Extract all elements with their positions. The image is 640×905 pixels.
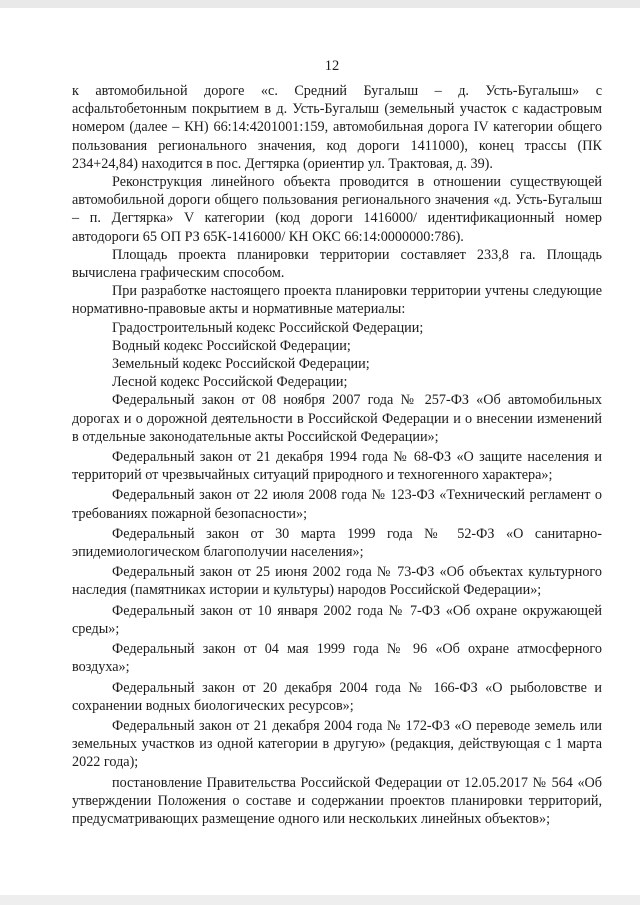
list-item-urban-code: Градостроительный кодекс Российской Федерации; [112, 319, 424, 336]
list-item-decree-564: постановление Правительства Российской Федерации от 12.05.2017 № 564 «Об утверждении Положения о составе и содержании проектов планировки территорий, предусматривающих размещение одного или нескольких линейных объектов»; [72, 774, 602, 827]
list-item-law-172: Федеральный закон от 21 декабря 2004 года № 172-ФЗ «О переводе земель или земельных участков из одной категории в другую» (редакция, действующая с 1 марта 2022 года); [72, 717, 602, 771]
scan-bottom-edge [0, 895, 640, 905]
list-item-law-166: Федеральный закон от 20 декабря 2004 года № 166-ФЗ «О рыболовстве и сохранении водных биологических ресурсов»; [72, 679, 602, 714]
page-number: 12 [324, 58, 340, 74]
paragraph-reconstruction: Реконструкция линейного объекта проводится в отношении существующей автомобильной дороги общего пользования регионального значения «д. Усть-Бугалыш – п. Дегтярка» V категории (код дороги 1416000/ идентификационный номер автодороги 65 ОП РЗ 65К-1416000/ КН ОКС 66:14:0000000:786). [72, 174, 602, 245]
list-item-law-7: Федеральный закон от 10 января 2002 года № 7-ФЗ «Об охране окружающей среды»; [72, 602, 602, 637]
paragraph-legal-intro: При разработке настоящего проекта планировки территории учтены следующие нормативно-правовые акты и нормативные материалы: [72, 283, 602, 318]
list-item-law-96: Федеральный закон от 04 мая 1999 года № 96 «Об охране атмосферного воздуха»; [72, 641, 602, 676]
list-item-law-257: Федеральный закон от 08 ноября 2007 года № 257-ФЗ «Об автомобильных дорогах и о дорожной деятельности в Российской Федерации и о внесении изменений в отдельные законодательные акты Российской Федерации»; [72, 392, 602, 445]
list-item-forest-code: Лесной кодекс Российской Федерации; [112, 374, 348, 391]
document-body [72, 82, 602, 828]
paragraph-road-route: к автомобильной дороге «с. Средний Бугалыш – д. Усть-Бугалыш» с асфальтобетонным покрытием в д. Усть-Бугалыш (земельный участок с кадастровым номером (далее – КН) 66:14:4201001:159, автомобильная дорога IV категории общего пользования регионального значения, код дороги 1411000), конец трассы (ПК 234+24,84) находится в пос. Дегтярка (ориентир ул. Трактовая, д. 39). [72, 83, 602, 172]
list-item-law-123: Федеральный закон от 22 июля 2008 года № 123-ФЗ «Технический регламент о требованиях пожарной безопасности»; [72, 487, 602, 522]
list-item-land-code: Земельный кодекс Российской Федерации; [112, 356, 370, 373]
list-item-water-code: Водный кодекс Российской Федерации; [112, 337, 351, 354]
scan-top-edge [0, 0, 640, 8]
list-item-law-73: Федеральный закон от 25 июня 2002 года № 73-ФЗ «Об объектах культурного наследия (памятниках истории и культуры) народов Российской Федерации»; [72, 564, 602, 599]
paragraph-area: Площадь проекта планировки территории составляет 233,8 га. Площадь вычислена графическим способом. [72, 246, 602, 282]
list-item-law-68: Федеральный закон от 21 декабря 1994 года № 68-ФЗ «О защите населения и территорий от чрезвычайных ситуаций природного и техногенного характера»; [72, 449, 602, 484]
list-item-law-52: Федеральный закон от 30 марта 1999 года № 52-ФЗ «О санитарно-эпидемиологическом благополучии населения»; [72, 525, 602, 561]
